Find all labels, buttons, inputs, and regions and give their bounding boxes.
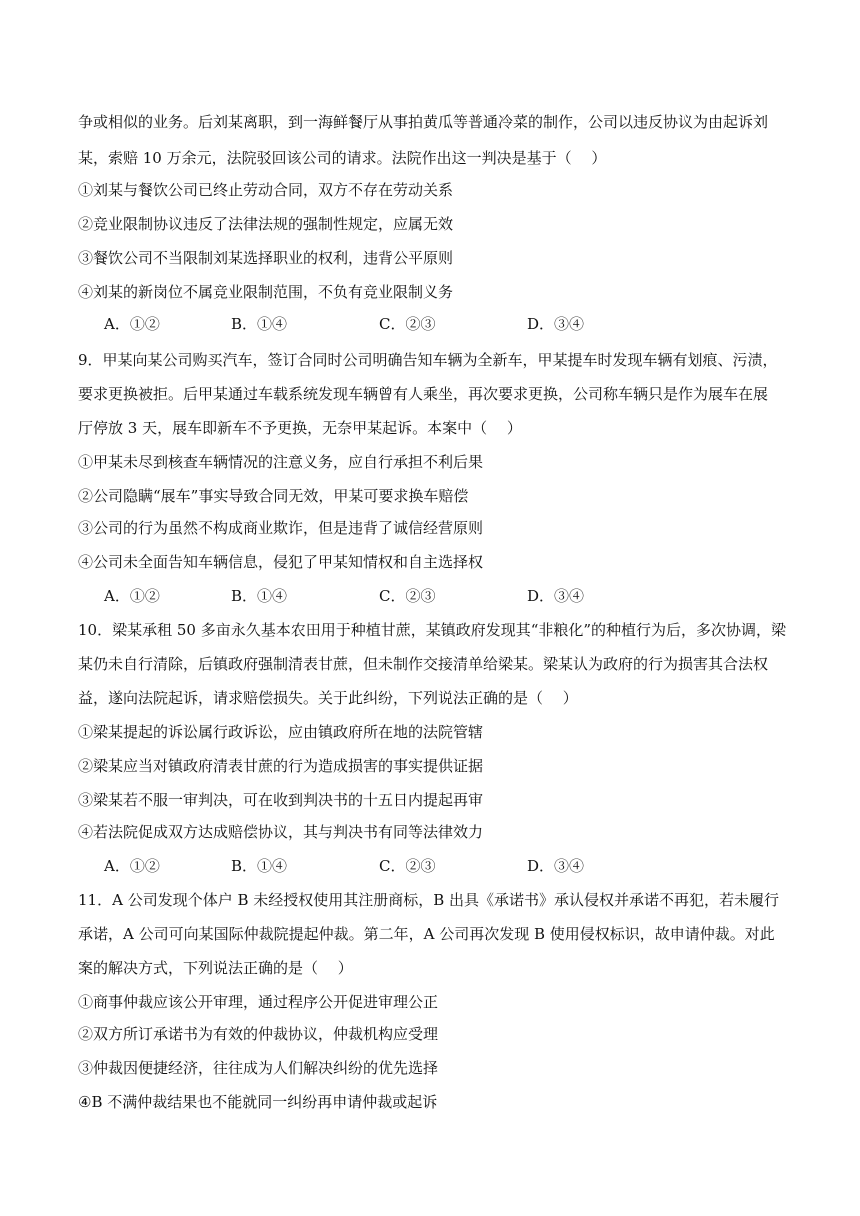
q8-statement-4: ④刘某的新岗位不属竞业限制范围，不负有竞业限制义务 xyxy=(78,283,454,301)
q9-statement-2: ②公司隐瞒“展车”事实导致合同无效，甲某可要求换车赔偿 xyxy=(78,487,469,505)
q11-statement-4: ④B 不满仲裁结果也不能就同一纠纷再申请仲裁或起诉 xyxy=(78,1093,438,1111)
q9-option-a: A．①② xyxy=(104,587,160,605)
q11-stem-line-1: 11．A 公司发现个体户 B 未经授权使用其注册商标，B 出具《承诺书》承认侵权并承诺不再犯，若未履行 xyxy=(78,891,780,909)
q8-statement-2: ②竞业限制协议违反了法律法规的强制性规定，应属无效 xyxy=(78,215,454,233)
q8-statement-1: ①刘某与餐饮公司已终止劳动合同，双方不存在劳动关系 xyxy=(78,181,454,199)
q11-statement-3: ③仲裁因便捷经济，往往成为人们解决纠纷的优先选择 xyxy=(78,1059,439,1077)
q9-option-d: D．③④ xyxy=(527,587,585,605)
q9-stem-line-1: 9．甲某向某公司购买汽车，签订合同时公司明确告知车辆为全新车，甲某提车时发现车辆有划痕、污渍， xyxy=(78,351,778,369)
q9-option-b: B．①④ xyxy=(231,587,288,605)
q10-option-b: B．①④ xyxy=(231,857,288,875)
q11-stem-line-3: 案的解决方式，下列说法正确的是（ ） xyxy=(78,959,353,977)
q10-statement-2: ②梁某应当对镇政府清表甘蔗的行为造成损害的事实提供证据 xyxy=(78,757,484,775)
q9-statement-4: ④公司未全面告知车辆信息，侵犯了甲某知情权和自主选择权 xyxy=(78,553,484,571)
q8-option-d: D．③④ xyxy=(527,315,585,333)
q8-option-c: C．②③ xyxy=(379,315,436,333)
q10-option-c: C．②③ xyxy=(379,857,436,875)
q10-stem-line-3: 益，遂向法院起诉，请求赔偿损失。关于此纠纷，下列说法正确的是（ ） xyxy=(78,689,578,707)
q10-option-d: D．③④ xyxy=(527,857,585,875)
q10-stem-line-1: 10．梁某承租 50 多亩永久基本农田用于种植甘蔗，某镇政府发现其“非粮化”的种植行为后，多次协调，梁 xyxy=(78,621,787,639)
q9-statement-1: ①甲某未尽到核查车辆情况的注意义务，应自行承担不利后果 xyxy=(78,453,484,471)
q8-stem-line-2: 某，索赔 10 万余元，法院驳回该公司的请求。法院作出这一判决是基于（ ） xyxy=(78,149,607,167)
q9-stem-line-3: 厅停放 3 天，展车即新车不予更换，无奈甲某起诉。本案中（ ） xyxy=(78,419,522,437)
q10-option-a: A．①② xyxy=(104,857,160,875)
q10-stem-line-2: 某仍未自行清除，后镇政府强制清表甘蔗，但未制作交接清单给梁某。梁某认为政府的行为损害其合法权 xyxy=(78,655,769,673)
q8-option-b: B．①④ xyxy=(231,315,288,333)
q10-statement-4: ④若法院促成双方达成赔偿协议，其与判决书有同等法律效力 xyxy=(78,823,484,841)
q10-statement-1: ①梁某提起的诉讼属行政诉讼，应由镇政府所在地的法院管辖 xyxy=(78,723,484,741)
q9-option-c: C．②③ xyxy=(379,587,436,605)
q9-statement-3: ③公司的行为虽然不构成商业欺诈，但是违背了诚信经营原则 xyxy=(78,519,484,537)
q11-statement-2: ②双方所订承诺书为有效的仲裁协议，仲裁机构应受理 xyxy=(78,1025,439,1043)
q11-stem-line-2: 承诺，A 公司可向某国际仲裁院提起仲裁。第二年，A 公司再次发现 B 使用侵权标识，故申请仲裁。对此 xyxy=(78,925,775,943)
q8-statement-3: ③餐饮公司不当限制刘某选择职业的权利，违背公平原则 xyxy=(78,249,454,267)
q10-statement-3: ③梁某若不服一审判决，可在收到判决书的十五日内提起再审 xyxy=(78,791,484,809)
q8-stem-line-1: 争或相似的业务。后刘某离职，到一海鲜餐厅从事拍黄瓜等普通冷菜的制作，公司以违反协议为由起诉刘 xyxy=(78,113,769,131)
q8-option-a: A．①② xyxy=(104,315,160,333)
q9-stem-line-2: 要求更换被拒。后甲某通过车载系统发现车辆曾有人乘坐，再次要求更换，公司称车辆只是作为展车在展 xyxy=(78,385,769,403)
q11-statement-1: ①商事仲裁应该公开审理，通过程序公开促进审理公正 xyxy=(78,993,439,1011)
